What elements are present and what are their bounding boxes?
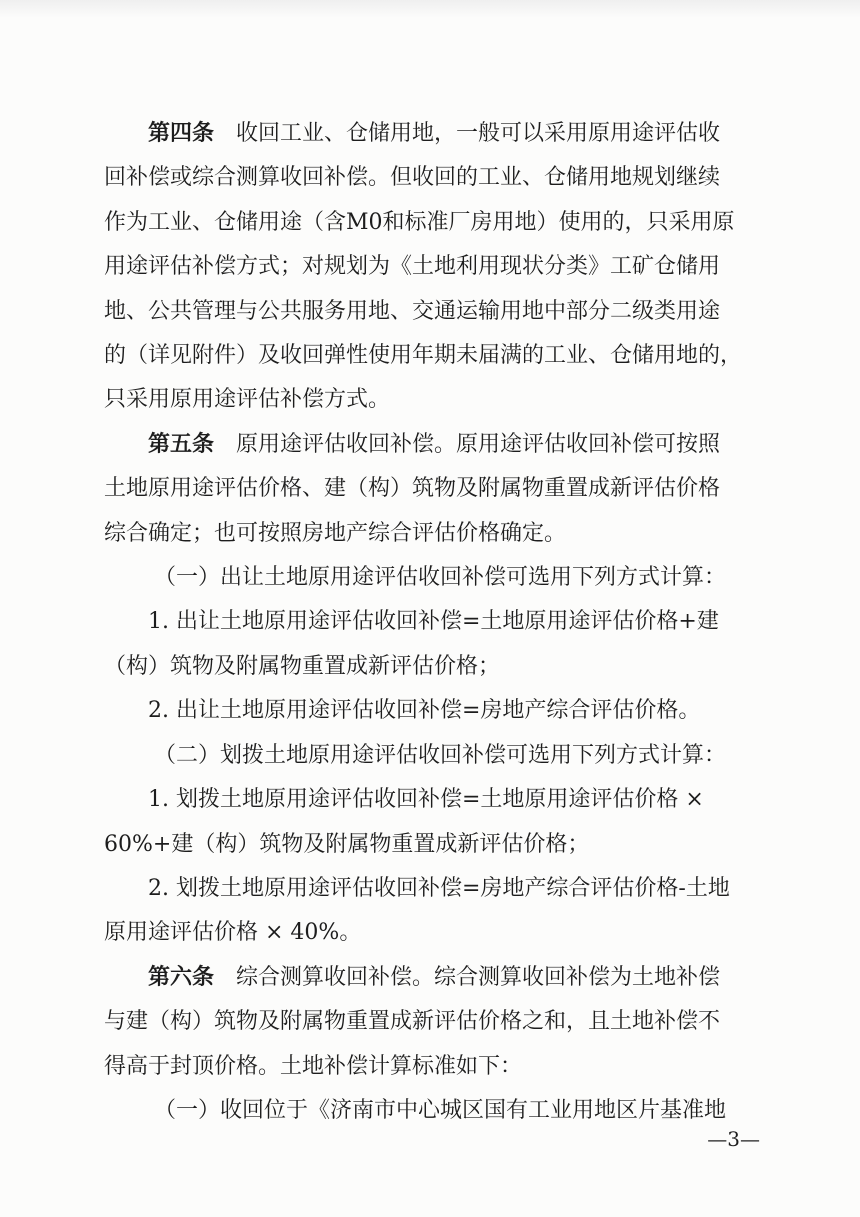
article-6-line-3: 得高于封顶价格。土地补偿计算标准如下： [104,1053,523,1079]
article-4-title: 第四条 [148,121,215,146]
article-5-title: 第五条 [148,431,215,457]
article-5-line-1: 原用途评估收回补偿。原用途评估收回补偿可按照 [236,431,721,457]
article-4-line-3: 作为工业、仓储用途（含M0和标准厂房用地）使用的，只采用原 [104,209,735,235]
document-body [104,112,759,1133]
article-5-item-1-formula-1-line-2: （构）筑物及附属物重置成新评估价格； [104,653,501,679]
article-5-item-2-formula-1-line-1: 1. 划拨土地原用途评估收回补偿=土地原用途评估价格 × [148,787,704,813]
article-4-line-1: 收回工业、仓储用地，一般可以采用原用途评估收 [236,121,721,146]
article-6-line-1: 综合测算收回补偿。综合测算收回补偿为土地补偿 [236,964,721,990]
article-5-line-2: 土地原用途评估价格、建（构）筑物及附属物重置成新评估价格 [104,476,721,502]
article-5-item-2-formula-1-line-2: 60%+建（构）筑物及附属物重置成新评估价格； [104,831,590,857]
article-5-item-1-formula-1-line-1: 1. 出让土地原用途评估收回补偿=土地原用途评估价格+建 [148,609,719,635]
article-6 [104,956,759,1134]
article-4-line-5: 地、公共管理与公共服务用地、交通运输用地中部分二级类用途 [104,298,721,324]
article-5-item-1-heading: （一）出让土地原用途评估收回补偿可选用下列方式计算： [154,565,727,591]
article-5-item-2-formula-2-line-2: 原用途评估价格 × 40%。 [104,920,362,946]
article-6-line-2: 与建（构）筑物及附属物重置成新评估价格之和，且土地补偿不 [104,1009,721,1035]
article-4 [104,112,759,423]
article-4-line-6: 的（详见附件）及收回弹性使用年期未届满的工业、仓储用地的， [104,343,743,369]
article-5-line-3: 综合确定；也可按照房地产综合评估价格确定。 [104,520,567,546]
article-4-line-7: 只采用原用途评估补偿方式。 [104,387,391,413]
scan-edge-shade [0,0,860,18]
article-5-item-2-heading: （二）划拨土地原用途评估收回补偿可选用下列方式计算： [154,742,727,768]
article-5-item-2-formula-2-line-1: 2. 划拨土地原用途评估收回补偿=房地产综合评估价格-土地 [148,875,730,901]
article-4-line-4: 用途评估补偿方式；对规划为《土地利用现状分类》工矿仓储用 [104,254,721,280]
article-6-title: 第六条 [148,964,215,990]
page-number: —3— [707,1127,760,1151]
article-5 [104,423,759,956]
article-6-item-1-start: （一）收回位于《济南市中心城区国有工业用地区片基准地 [154,1097,727,1123]
article-5-item-1-formula-2: 2. 出让土地原用途评估收回补偿=房地产综合评估价格。 [148,698,701,724]
article-4-line-2: 回补偿或综合测算收回补偿。但收回的工业、仓储用地规划继续 [104,165,721,191]
